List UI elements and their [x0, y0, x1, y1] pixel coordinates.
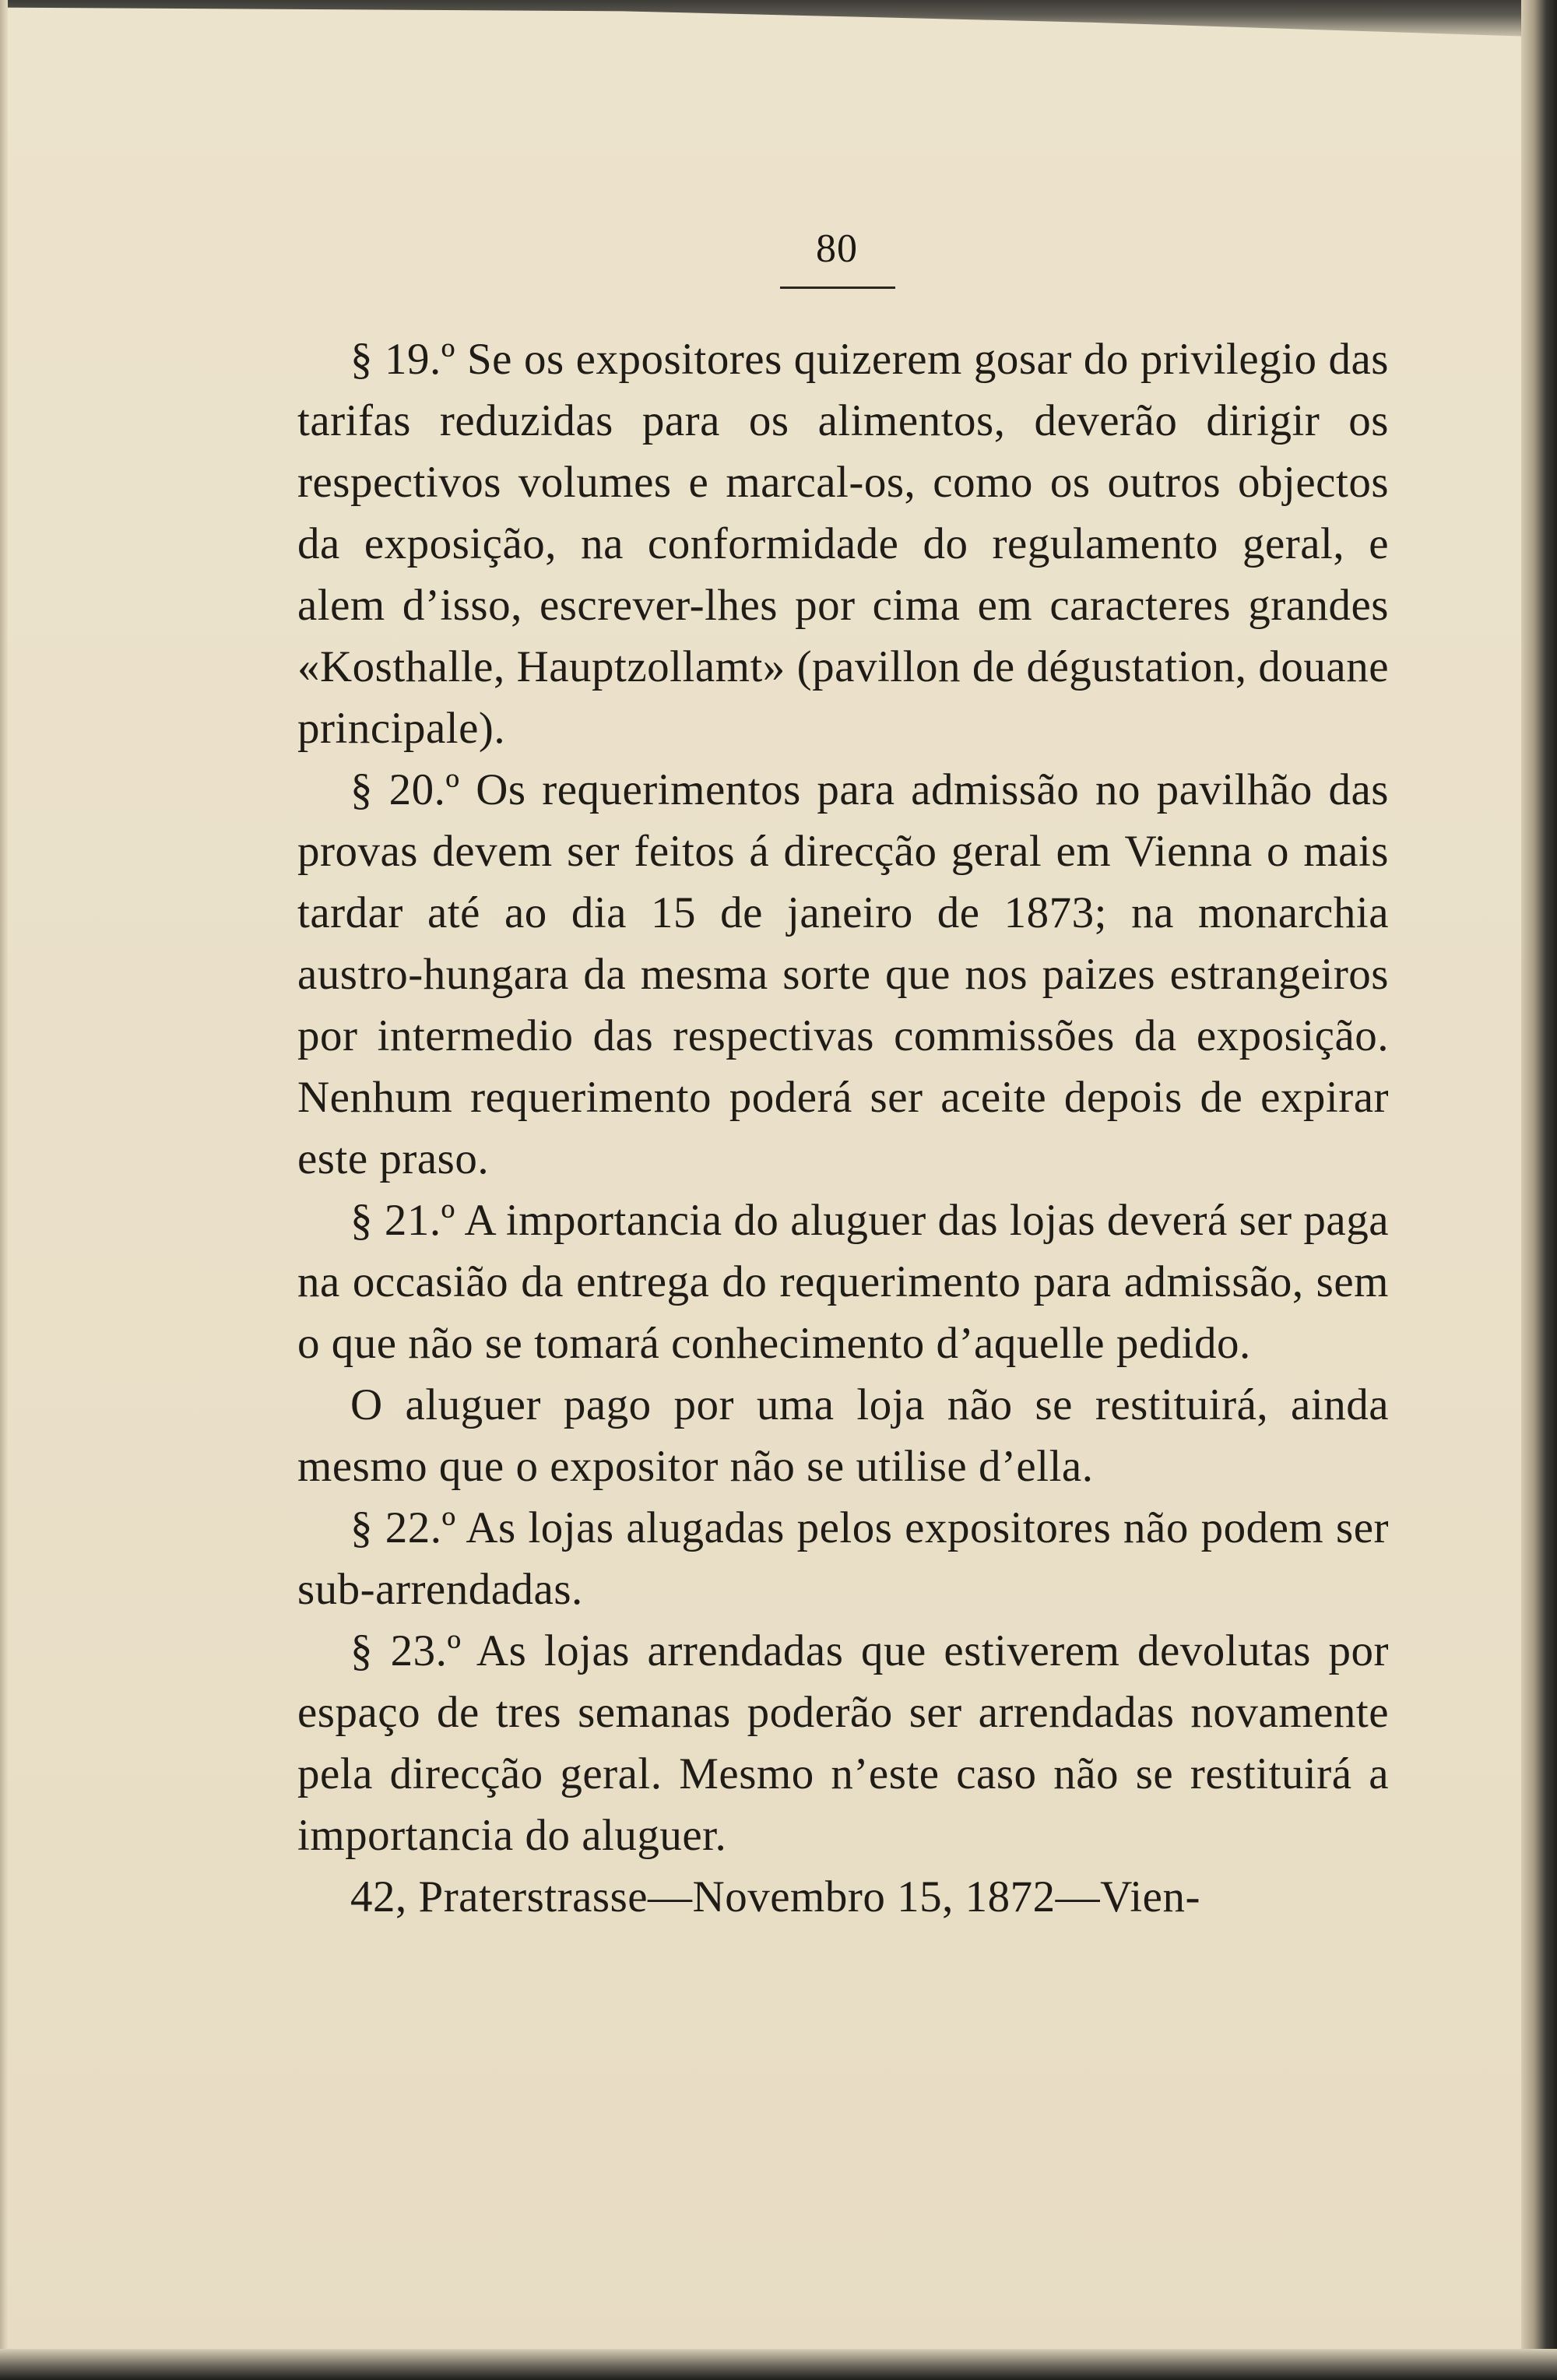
paragraph-20: § 20.º Os requerimentos para admissão no pavilhão das provas devem ser feitos á direcção geral em Vienna o mais tardar até ao dia 15 de janeiro de 1873; na monarchia austro-hungara da mesma sorte que nos paizes estrangeiros por intermedio das respectivas commissões da exposição. Nenhum requerimento poderá ser aceite depois de expirar este praso. [297, 765, 1389, 1183]
paragraph-19: § 19.º Se os expositores quizerem gosar do privilegio das tarifas reduzidas para os alimentos, deverão dirigir os respectivos volumes e marcal-os, como os outros objectos da exposição, na conformidade do regulamento geral, e alem d’isso, escrever-lhes por cima em caracteres grandes «Kosthalle, Hauptzollamt» (pavillon de dégustation, douane principale). [297, 335, 1389, 753]
paragraph-23: § 23.º As lojas arrendadas que estiverem devolutas por espaço de tres semanas poderão ser arrendadas novamente pela direcção geral. Mesmo n’este caso não se restituirá a importancia do aluguer. [297, 1626, 1389, 1860]
paragraph-22: § 22.º As lojas alugadas pelos expositores não podem ser sub-arrendadas. [297, 1503, 1389, 1614]
page-left-edge [0, 0, 8, 2380]
page-number-rule [780, 287, 895, 289]
body-text [297, 329, 1389, 1928]
page-top-edge [0, 0, 1557, 37]
page-right-edge [1521, 0, 1557, 2380]
page-number: 80 [816, 227, 858, 271]
paragraph-address-line: 42, Praterstrasse—Novembro 15, 1872—Vien- [350, 1872, 1200, 1921]
paragraph-21-continued: O aluguer pago por uma loja não se restituirá, ainda mesmo que o expositor não se utilise d’ella. [297, 1380, 1389, 1491]
page-bottom-edge [0, 2349, 1557, 2380]
paragraph-21: § 21.º A importancia do aluguer das lojas deverá ser paga na occasião da entrega do requerimento para admissão, sem o que não se tomará conhecimento d’aquelle pedido. [297, 1196, 1389, 1368]
